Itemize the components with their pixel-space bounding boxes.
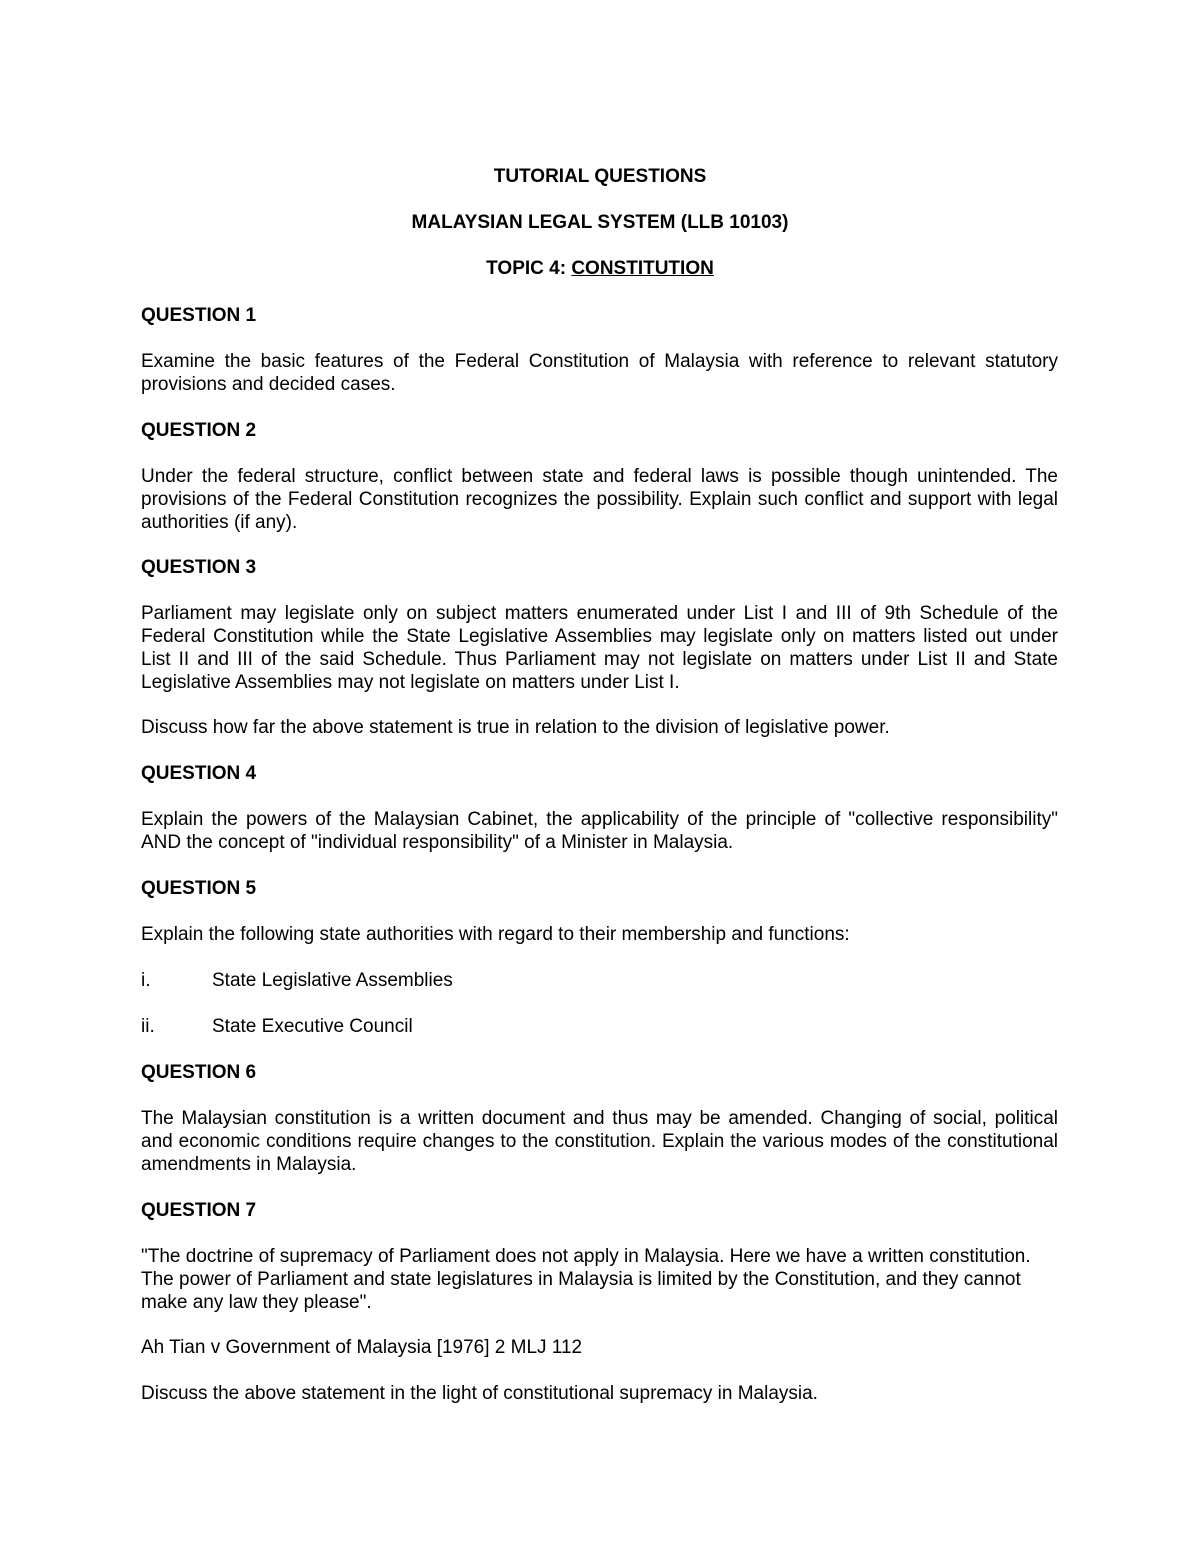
question-2-text: Under the federal structure, conflict between state and federal laws is possible though unintended. The provisions of the Federal Constitution recognizes the possibility. Explain such conflict and support with legal authorities (if any).: [141, 466, 1058, 533]
question-4-heading: QUESTION 4: [141, 763, 257, 784]
question-3-text: Parliament may legislate only on subject matters enumerated under List I and III of 9th Schedule of the Federal Constitution while the State Legislative Assemblies may legislate only on matters listed out under List II and III of the said Schedule. Thus Parliament may not legislate on matters under List II and State Legislative Assemblies may not legislate on matters under List I.: [141, 603, 1058, 693]
question-4-text: Explain the powers of the Malaysian Cabinet, the applicability of the principle of "collective responsibility" AND the concept of "individual responsibility" of a Minister in Malaysia.: [141, 809, 1058, 853]
question-6-text: The Malaysian constitution is a written document and thus may be amended. Changing of social, political and economic conditions require changes to the constitution. Explain the various modes of the constitutional amendments in Malaysia.: [141, 1108, 1058, 1175]
question-7-followup: Discuss the above statement in the light of constitutional supremacy in Malaysia.: [141, 1383, 818, 1404]
list-item-number: ii.: [141, 1016, 155, 1037]
question-3-followup: Discuss how far the above statement is true in relation to the division of legislative power.: [141, 717, 890, 738]
question-2-heading: QUESTION 2: [141, 420, 257, 441]
list-item-number: i.: [141, 970, 151, 991]
list-item-text: State Executive Council: [212, 1016, 413, 1037]
topic-title: [0, 257, 1200, 280]
question-7-citation: Ah Tian v Government of Malaysia [1976] 2 MLJ 112: [141, 1337, 583, 1358]
question-1-text: Examine the basic features of the Federal Constitution of Malaysia with reference to relevant statutory provisions and decided cases.: [141, 351, 1058, 395]
course-title: MALAYSIAN LEGAL SYSTEM (LLB 10103): [411, 212, 789, 233]
question-3-heading: QUESTION 3: [141, 557, 257, 578]
question-5-heading: QUESTION 5: [141, 878, 257, 899]
question-1-heading: QUESTION 1: [141, 305, 257, 326]
list-item-text: State Legislative Assemblies: [212, 970, 453, 991]
question-7-quote: "The doctrine of supremacy of Parliament does not apply in Malaysia. Here we have a written constitution. The power of Parliament and state legislatures in Malaysia is limited by the Constitution, and they cannot make any law they please".: [141, 1246, 1031, 1313]
document-title: TUTORIAL QUESTIONS: [493, 166, 707, 187]
topic-name: CONSTITUTION: [571, 258, 714, 279]
question-6-heading: QUESTION 6: [141, 1062, 257, 1083]
topic-prefix: TOPIC 4:: [486, 258, 572, 279]
question-7-heading: QUESTION 7: [141, 1200, 257, 1221]
question-5-text: Explain the following state authorities with regard to their membership and functions:: [141, 924, 850, 945]
